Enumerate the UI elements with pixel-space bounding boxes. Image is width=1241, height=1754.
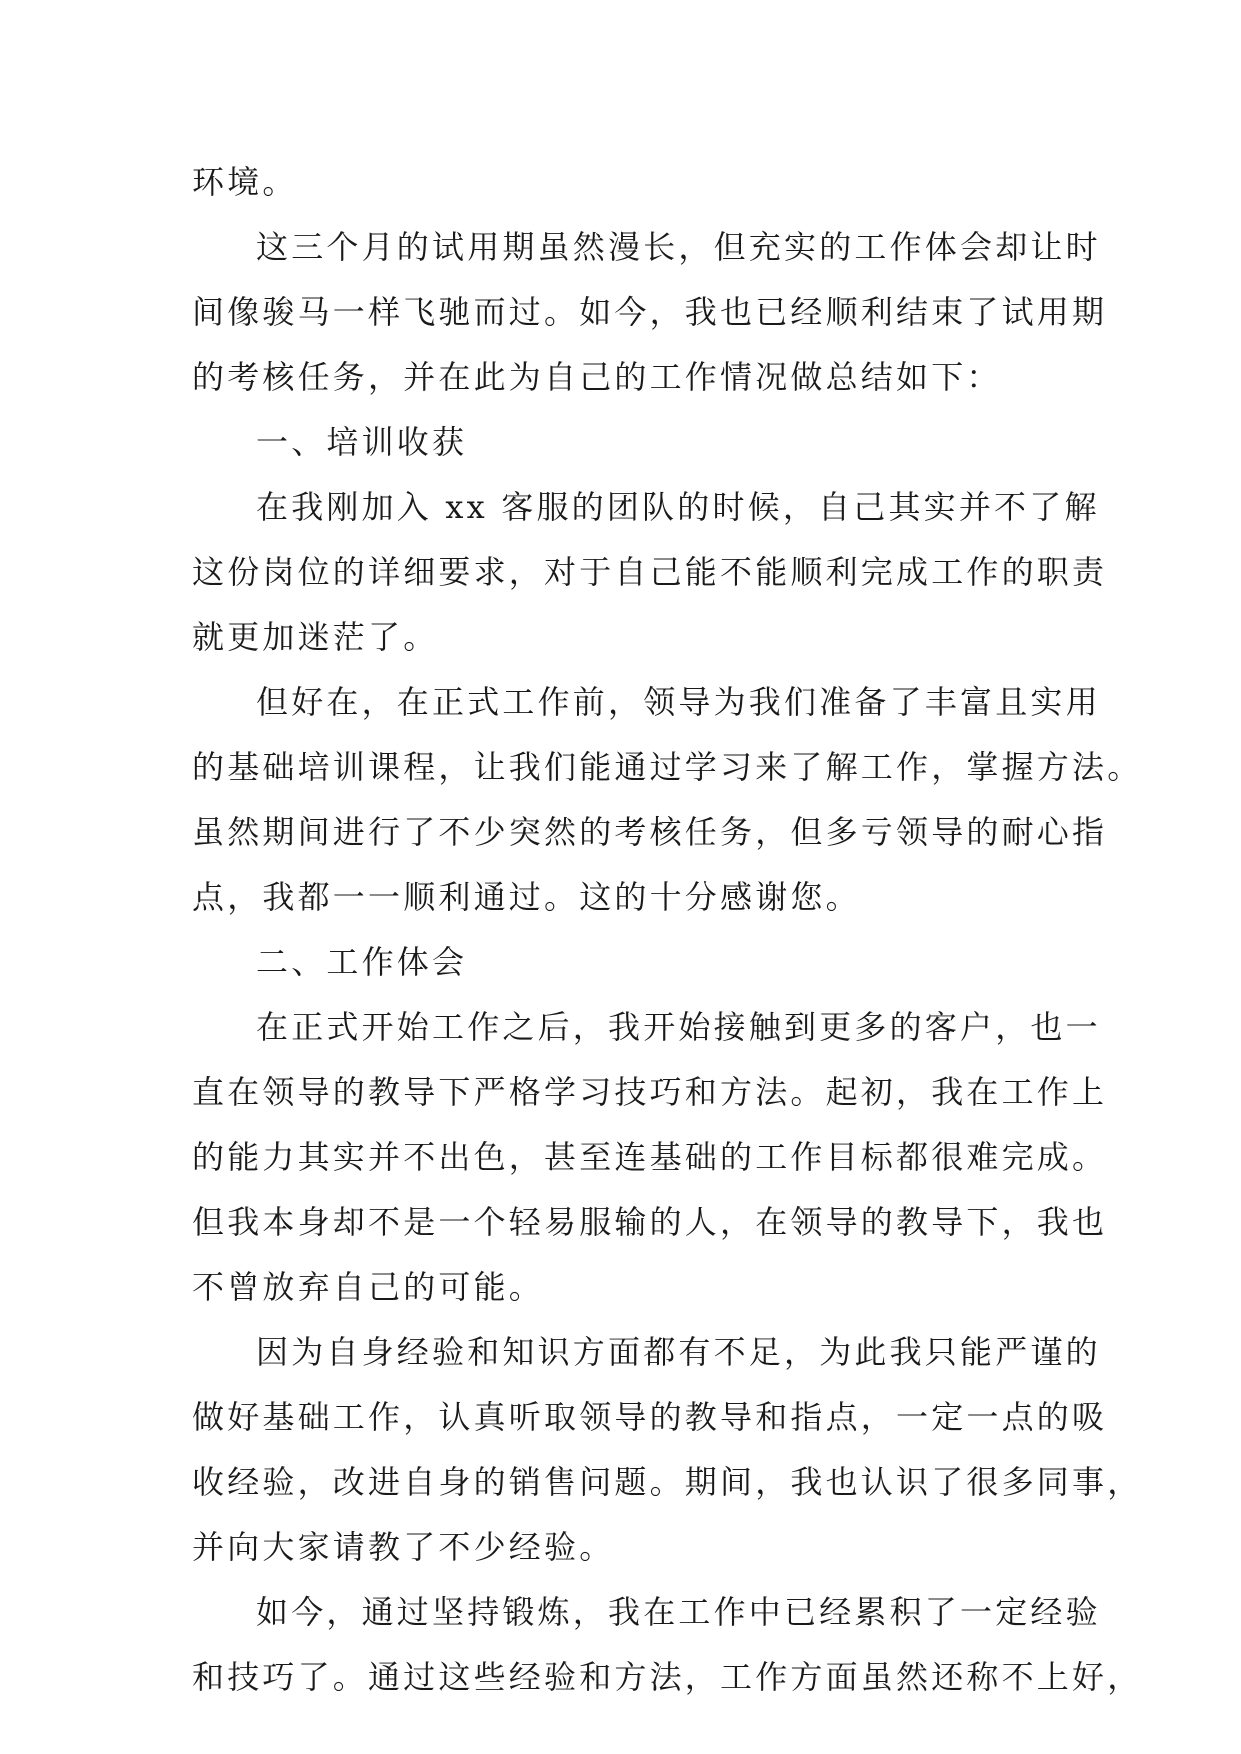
text-line: 和技巧了。通过这些经验和方法，工作方面虽然还称不上好， bbox=[192, 1658, 1143, 1696]
text-line: 不曾放弃自己的可能。 bbox=[192, 1268, 545, 1306]
section-heading: 一、培训收获 bbox=[256, 423, 468, 461]
paragraph-first-line: 但好在，在正式工作前，领导为我们准备了丰富且实用 bbox=[256, 683, 1101, 721]
text-line: 环境。 bbox=[192, 163, 298, 201]
text-line: 间像骏马一样飞驰而过。如今，我也已经顺利结束了试用期 bbox=[192, 293, 1108, 331]
paragraph-first-line: 因为自身经验和知识方面都有不足，为此我只能严谨的 bbox=[256, 1333, 1101, 1371]
text-line: 这份岗位的详细要求，对于自己能不能顺利完成工作的职责 bbox=[192, 553, 1108, 591]
paragraph-first-line: 这三个月的试用期虽然漫长，但充实的工作体会却让时 bbox=[256, 228, 1101, 266]
text-line: 但我本身却不是一个轻易服输的人，在领导的教导下，我也 bbox=[192, 1203, 1108, 1241]
paragraph-first-line: 在正式开始工作之后，我开始接触到更多的客户，也一 bbox=[256, 1008, 1101, 1046]
text-line: 的能力其实并不出色，甚至连基础的工作目标都很难完成。 bbox=[192, 1138, 1108, 1176]
text-line: 虽然期间进行了不少突然的考核任务，但多亏领导的耐心指 bbox=[192, 813, 1108, 851]
paragraph-first-line: 如今，通过坚持锻炼，我在工作中已经累积了一定经验 bbox=[256, 1593, 1101, 1631]
text-line: 点，我都一一顺利通过。这的十分感谢您。 bbox=[192, 878, 861, 916]
text-line: 的基础培训课程，让我们能通过学习来了解工作，掌握方法。 bbox=[192, 748, 1143, 786]
text-line: 直在领导的教导下严格学习技巧和方法。起初，我在工作上 bbox=[192, 1073, 1108, 1111]
text-line: 的考核任务，并在此为自己的工作情况做总结如下： bbox=[192, 358, 1002, 396]
text-line: 就更加迷茫了。 bbox=[192, 618, 439, 656]
section-heading: 二、工作体会 bbox=[256, 943, 468, 981]
text-line: 做好基础工作，认真听取领导的教导和指点，一定一点的吸 bbox=[192, 1398, 1108, 1436]
document-body bbox=[192, 150, 1143, 1710]
text-line: 并向大家请教了不少经验。 bbox=[192, 1528, 615, 1566]
paragraph-first-line: 在我刚加入 xx 客服的团队的时候，自己其实并不了解 bbox=[256, 488, 1100, 526]
text-line: 收经验，改进自身的销售问题。期间，我也认识了很多同事， bbox=[192, 1463, 1143, 1501]
